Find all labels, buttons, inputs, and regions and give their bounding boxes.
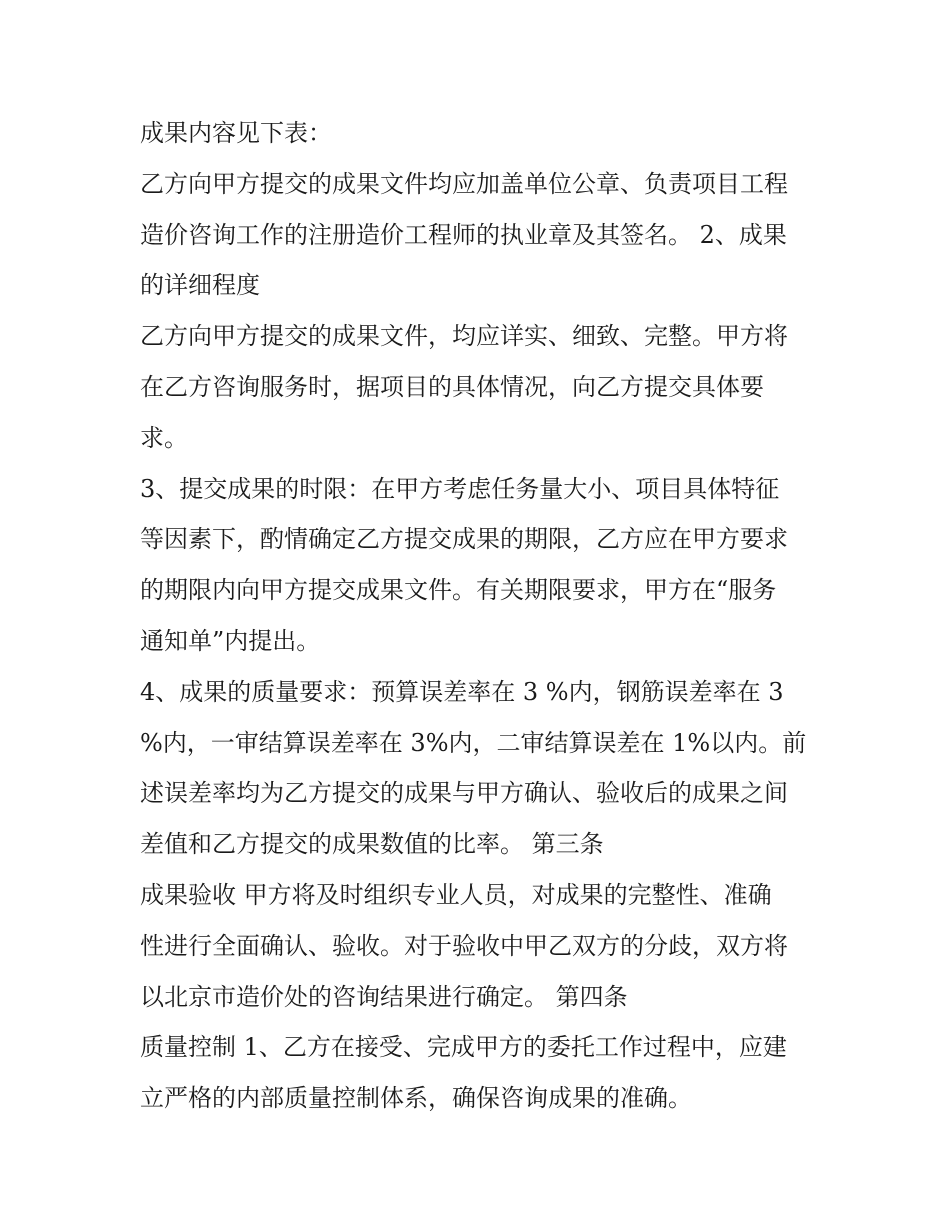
text-line: 成果内容见下表： — [140, 119, 332, 147]
document-page — [140, 108, 820, 1124]
text-line: 质量控制 1、乙方在接受、完成甲方的委托工作过程中，应建 — [140, 1033, 787, 1062]
text-line: 等因素下，酌情确定乙方提交成果的期限，乙方应在甲方要求 — [140, 525, 788, 554]
text-line: 乙方向甲方提交的成果文件，均应详实、细致、完整。甲方将 — [140, 322, 788, 351]
text-line: 在乙方咨询服务时，据项目的具体情况，向乙方提交具体要 — [140, 372, 764, 401]
text-line: 立严格的内部质量控制体系，确保咨询成果的准确。 — [140, 1084, 692, 1113]
text-line: %内，一审结算误差率在 3%内，二审结算误差在 1%以内。前 — [140, 728, 807, 757]
text-line: 3、提交成果的时限：在甲方考虑任务量大小、项目具体特征 — [140, 474, 780, 503]
text-line: 成果验收 甲方将及时组织专业人员，对成果的完整性、准确 — [140, 880, 772, 909]
text-line: 4、成果的质量要求：预算误差率在 3 %内，钢筋误差率在 3 — [140, 677, 784, 706]
text-line: 求。 — [140, 423, 188, 452]
text-line: 以北京市造价处的咨询结果进行确定。 第四条 — [140, 982, 628, 1011]
text-line: 性进行全面确认、验收。对于验收中甲乙双方的分歧，双方将 — [140, 931, 788, 960]
text-line: 造价咨询工作的注册造价工程师的执业章及其签名。 2、成果 — [140, 220, 787, 249]
text-line: 乙方向甲方提交的成果文件均应加盖单位公章、负责项目工程 — [140, 169, 788, 198]
text-line: 述误差率均为乙方提交的成果与甲方确认、验收后的成果之间 — [140, 779, 788, 808]
text-line: 的期限内向甲方提交成果文件。有关期限要求，甲方在“服务 — [140, 576, 777, 605]
text-line: 通知单”内提出。 — [140, 626, 321, 655]
text-line: 的详细程度 — [140, 271, 260, 300]
text-line: 差值和乙方提交的成果数值的比率。 第三条 — [140, 830, 604, 859]
